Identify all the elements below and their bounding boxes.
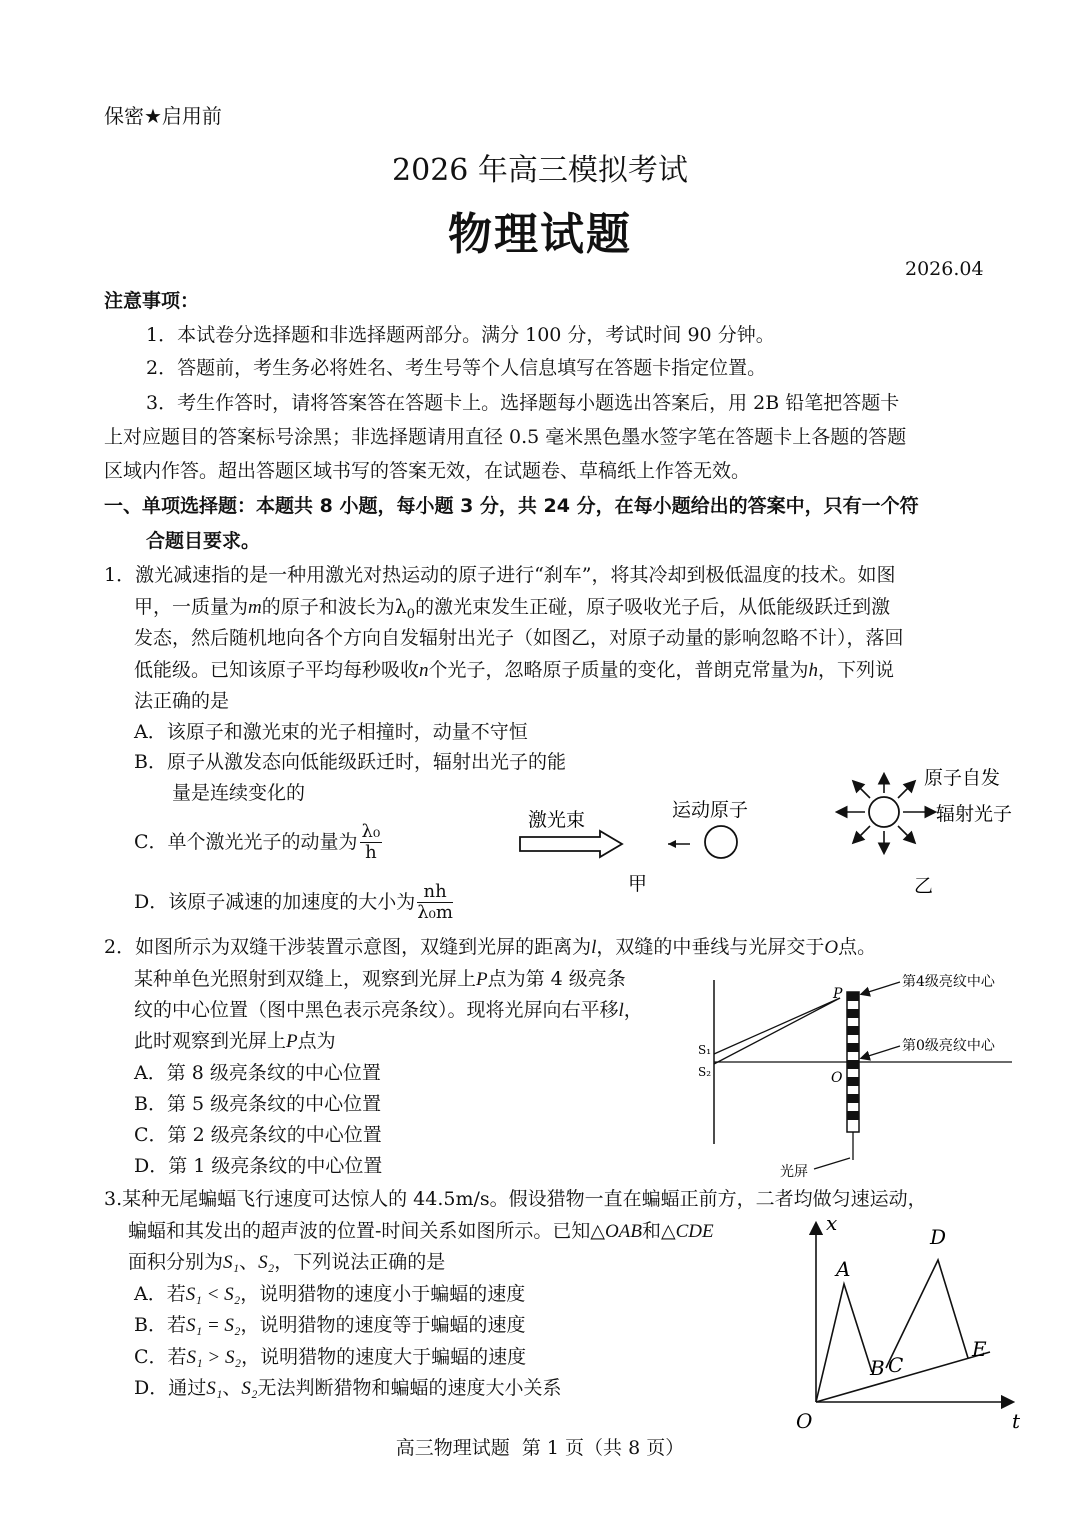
t-axis-label: t xyxy=(1012,1409,1021,1433)
figure-jia-label: 甲 xyxy=(628,873,648,895)
slit-s2-label: S₂ xyxy=(698,1065,712,1079)
atom-velocity-arrowhead xyxy=(668,840,676,848)
notice-item-3-cont2: 区域内作答。超出答题区域书写的答案无效，在试题卷、草稿纸上作答无效。 xyxy=(104,460,751,482)
fourth-fringe-label: 第4级亮纹中心 xyxy=(902,974,995,990)
notice-heading: 注意事项： xyxy=(104,290,200,312)
q2-stem-line3: 纹的中心位置（图中黑色表示亮条纹）。现将光屏向右平移l， xyxy=(134,999,643,1021)
q1-option-d: D．该原子减速的加速度的大小为 $\frac{nh}{\text{λ₀m}}$ xyxy=(134,880,453,923)
point-e-label: E xyxy=(972,1337,987,1361)
q2-stem-line2: 某种单色光照射到双缝上，观察到光屏上P点为第 4 级亮条 xyxy=(134,968,626,990)
zero-fringe-label: 第0级亮纹中心 xyxy=(902,1038,995,1054)
q2-option-b: B．第 5 级亮条纹的中心位置 xyxy=(134,1093,382,1115)
figure-yi-label: 乙 xyxy=(914,875,934,897)
spontaneous-label: 原子自发 xyxy=(924,767,1001,789)
point-o-label: O xyxy=(831,1070,843,1086)
emitting-atom-circle xyxy=(869,797,899,827)
q2-option-a: A．第 8 级亮条纹的中心位置 xyxy=(134,1062,381,1084)
q1-option-a: A．该原子和激光束的光子相撞时，动量不守恒 xyxy=(134,721,528,743)
exam-title: 2026 年高三模拟考试 xyxy=(392,153,688,188)
notice-item-2: 2．答题前，考生务必将姓名、考生号等个人信息填写在答题卡指定位置。 xyxy=(146,357,767,379)
moving-atom-circle xyxy=(705,826,737,858)
notice-item-3: 3．考生作答时，请将答案答在答题卡上。选择题每小题选出答案后，用 2B 铅笔把答题卡 xyxy=(146,392,900,414)
q3-stem-line3: 面积分别为S₁、S₂，下列说法正确的是 xyxy=(128,1251,446,1273)
page-footer: 高三物理试题 第 1 页（共 8 页） xyxy=(395,1437,685,1459)
q1-stem-line1: 1．激光减速指的是一种用激光对热运动的原子进行“刹车”，将其冷却到极低温度的技术。如图 xyxy=(104,564,896,586)
q2-stem-line4: 此时观察到光屏上P点为 xyxy=(134,1030,336,1052)
q3-stem-line1: 3.某种无尾蝙蝠飞行速度可达惊人的 44.5m/s。假设猎物一直在蝙蝠正前方，二者均做匀速运动， xyxy=(104,1188,927,1210)
q1-stem-line4: 低能级。已知该原子平均每秒吸收n个光子，忽略原子质量的变化，普朗克常量为h，下列说 xyxy=(134,659,895,681)
emission-arrows xyxy=(838,775,934,852)
q2-option-c: C．第 2 级亮条纹的中心位置 xyxy=(134,1124,382,1146)
q2-figure-double-slit xyxy=(690,962,1030,1184)
exam-date: 2026.04 xyxy=(905,258,984,280)
q2-option-d: D．第 1 级亮条纹的中心位置 xyxy=(134,1155,383,1177)
q1-option-c: C．单个激光光子的动量为 $\frac{\text{λ₀}}{h}$ xyxy=(134,820,381,863)
q3-option-a: A．若S₁ < S₂，说明猎物的速度小于蝙蝠的速度 xyxy=(134,1283,526,1305)
ray-s2 xyxy=(714,998,840,1064)
q2-stem-line1: 2．如图所示为双缝干涉装置示意图，双缝到光屏的距离为l，双缝的中垂线与光屏交于O点。 xyxy=(104,936,877,958)
screen-label-pointer xyxy=(814,1158,850,1169)
point-d-label: D xyxy=(930,1225,947,1249)
laser-beam-arrow xyxy=(520,831,622,857)
arrow-4th xyxy=(862,982,900,994)
point-a-label: A xyxy=(836,1257,851,1281)
ray-s1 xyxy=(714,998,840,1054)
q1-figure-yi xyxy=(820,760,1040,900)
origin-label: O xyxy=(796,1409,813,1433)
moving-atom-label: 运动原子 xyxy=(672,799,749,821)
slit-s1-label: S₁ xyxy=(698,1043,712,1057)
q1-stem-line5: 法正确的是 xyxy=(134,690,230,712)
arrow-0th xyxy=(862,1046,900,1058)
q1-figure-jia xyxy=(510,790,780,900)
q1-option-d-fraction: $\frac{nh}{\text{λ₀m}}$ xyxy=(417,880,453,923)
triangle-oab xyxy=(816,1284,872,1402)
screen-label: 光屏 xyxy=(780,1164,808,1180)
confidential-label: 保密★启用前 xyxy=(104,104,222,128)
q3-option-d: D．通过S₁、S₂无法判断猎物和蝙蝠的速度大小关系 xyxy=(134,1377,562,1399)
q1-stem-line2: 甲，一质量为m的原子和波长为$\lambda_0$的激光束发生正碰，原子吸收光子后，从低能级跃迁到激 xyxy=(134,596,891,622)
point-b-label: B xyxy=(870,1356,885,1380)
q3-option-b: B．若S₁ = S₂，说明猎物的速度等于蝙蝠的速度 xyxy=(134,1314,526,1336)
section-heading-cont: 合题目要求。 xyxy=(146,530,261,552)
triangle-cde xyxy=(886,1260,968,1368)
section-heading: 一、单项选择题：本题共 8 小题，每小题 3 分，共 24 分，在每小题给出的答案中，只有一个符 xyxy=(104,495,919,517)
notice-item-1: 1．本试卷分选择题和非选择题两部分。满分 100 分，考试时间 90 分钟。 xyxy=(146,324,775,346)
q1-stem-line3: 发态，然后随机地向各个方向自发辐射出光子（如图乙，对原子动量的影响忽略不计），落回 xyxy=(134,627,904,649)
emit-photon-label: 辐射光子 xyxy=(936,803,1013,825)
q3-stem-line2: 蝙蝠和其发出的超声波的位置-时间关系如图所示。已知△OAB和△CDE xyxy=(128,1220,714,1242)
notice-item-3-cont: 上对应题目的答案标号涂黑；非选择题请用直径 0.5 毫米黑色墨水签字笔在答题卡上各题的答题 xyxy=(104,426,907,448)
point-c-label: C xyxy=(888,1353,904,1377)
q1-option-c-fraction: $\frac{\text{λ₀}}{h}$ xyxy=(361,820,381,863)
x-axis-label: x xyxy=(826,1212,838,1235)
point-p-label: P xyxy=(833,986,843,1002)
q3-figure-position-time xyxy=(790,1212,1040,1438)
q1-option-b: B．原子从激发态向低能级跃迁时，辐射出光子的能 xyxy=(134,751,566,773)
laser-beam-label: 激光束 xyxy=(528,809,586,831)
q3-option-c: C．若S₁ > S₂，说明猎物的速度大于蝙蝠的速度 xyxy=(134,1346,527,1368)
subject-title: 物理试题 xyxy=(448,209,632,260)
q1-option-b-cont: 量是连续变化的 xyxy=(172,782,306,804)
